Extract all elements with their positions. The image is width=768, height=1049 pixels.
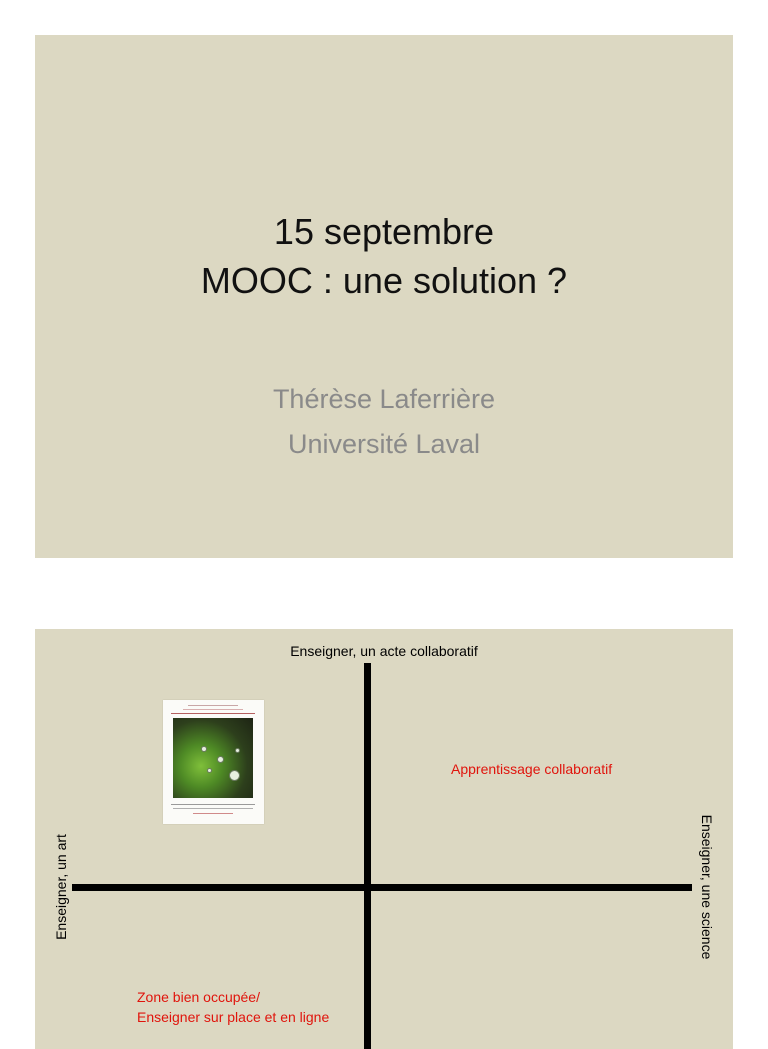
axis-label-left-text: Enseigner, un art <box>53 834 69 940</box>
quadrant-slide <box>35 629 733 1049</box>
quadrant-label-line2: Enseigner sur place et en ligne <box>137 1009 330 1025</box>
axis-label-left <box>53 834 69 940</box>
horizontal-axis <box>72 884 692 891</box>
quadrant-label-collaborative: Apprentissage collaboratif <box>451 761 613 777</box>
vertical-axis <box>364 663 371 1049</box>
author-institution: Université Laval <box>287 429 481 459</box>
axis-label-right <box>699 815 715 960</box>
slide-title-topic: MOOC : une solution ? <box>200 260 568 301</box>
title-slide <box>35 35 733 558</box>
axis-label-top: Enseigner, un acte collaboratif <box>290 643 478 659</box>
quadrant-label-line1: Zone bien occupée/ <box>137 989 260 1005</box>
slide-title-date: 15 septembre <box>273 211 495 252</box>
book-cover-image <box>163 700 264 824</box>
axis-label-right-text: Enseigner, une science <box>699 814 715 960</box>
quadrant-label-occupied-zone <box>137 987 329 1027</box>
author-name: Thérèse Laferrière <box>272 384 496 414</box>
dewdrop-photo <box>173 718 253 798</box>
